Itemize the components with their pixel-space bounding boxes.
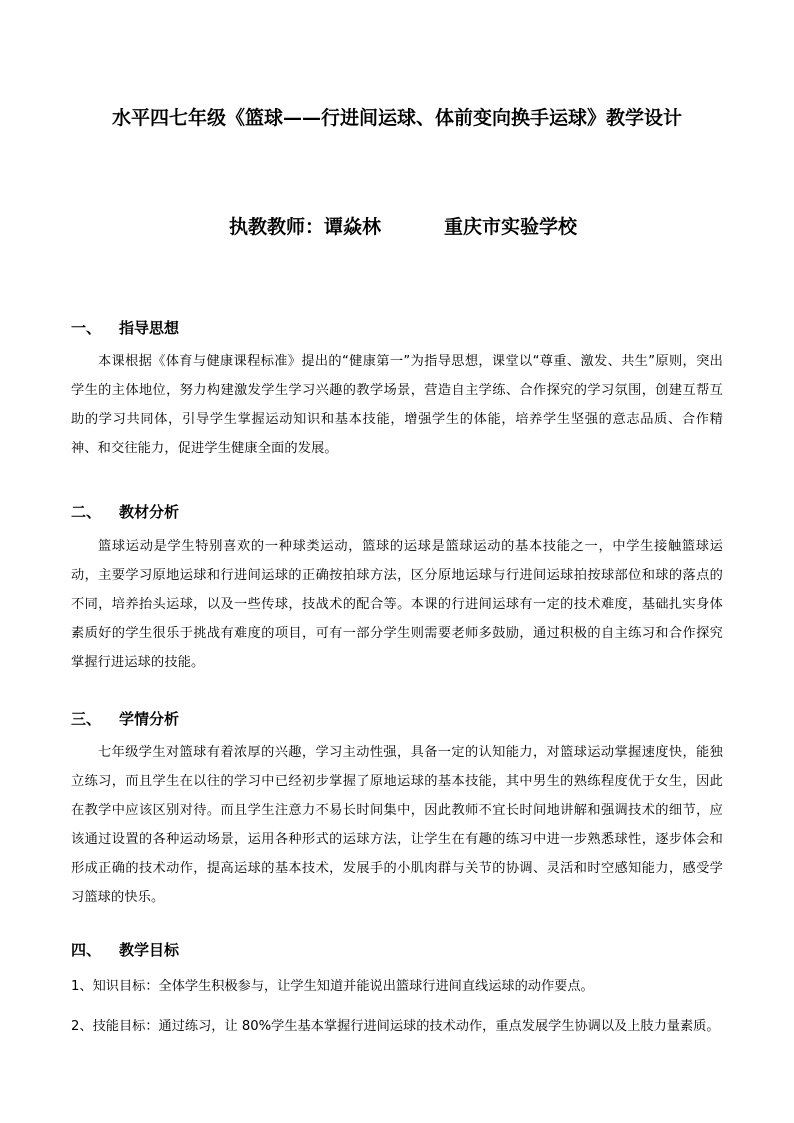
section-title: 教材分析 (119, 503, 180, 521)
section-body-guiding-ideology: 本课根据《体育与健康课程标准》提出的“健康第一”为指导思想，课堂以“尊重、激发、共生”原则，突出学生的主体地位，努力构建激发学生学习兴趣的教学场景，营造自主学练、合作探究的学习氛围，创建互帮互助的学习共同体，引导学生掌握运动知识和基本技能，增强学生的体能，培养学生坚强的意志品质、合作精神、和交往能力，促进学生健康全面的发展。 (71, 354, 723, 456)
objective-item: 2、技能目标：通过练习，让 80%学生基本掌握行进间运球的技术动作，重点发展学生协调以及上肢力量素质。 (71, 1019, 720, 1034)
section-number: 二、 (71, 503, 102, 521)
section-title: 指导思想 (119, 319, 180, 337)
teacher-name: 执教教师：谭焱林 (229, 216, 382, 238)
section-heading-material-analysis (71, 500, 179, 524)
section-number: 四、 (71, 941, 102, 959)
byline (229, 213, 578, 241)
section-heading-teaching-objectives (71, 938, 179, 962)
school-name: 重庆市实验学校 (444, 216, 578, 238)
section-body-material-analysis: 篮球运动是学生特别喜欢的一种球类运动，篮球的运球是篮球运动的基本技能之一，中学生接触篮球运动，主要学习原地运球和行进间运球的正确按拍球方法，区分原地运球与行进间运球拍按球部位和球的落点的不同，培养抬头运球，以及一些传球，技战术的配合等。本课的行进间运球有一定的技术难度，基础扎实身体素质好的学生很乐于挑战有难度的项目，可有一部分学生则需要老师多鼓励，通过积极的自主练习和合作探究掌握行进运球的技能。 (71, 539, 723, 670)
section-number: 一、 (71, 319, 102, 337)
objective-item: 1、知识目标：全体学生积极参与，让学生知道并能说出篮球行进间直线运球的动作要点。 (71, 979, 594, 994)
section-title: 学情分析 (119, 710, 180, 728)
section-title: 教学目标 (119, 941, 180, 959)
section-heading-guiding-ideology (71, 316, 179, 340)
section-number: 三、 (71, 710, 102, 728)
section-heading-student-analysis (71, 707, 179, 731)
document-title: 水平四七年级《篮球——行进间运球、体前变向换手运球》教学设计 (111, 107, 682, 129)
section-body-student-analysis: 七年级学生对篮球有着浓厚的兴趣，学习主动性强，具备一定的认知能力，对篮球运动掌握速度快，能独立练习，而且学生在以往的学习中已经初步掌握了原地运球的基本技能，其中男生的熟练程度优于女生，因此在教学中应该区别对待。而且学生注意力不易长时间集中，因此教师不宜长时间地讲解和强调技术的细节，应该通过设置的各种运动场景，运用各种形式的运球方法，让学生在有趣的练习中进一步熟悉球性，逐步体会和形成正确的技术动作，提高运球的基本技术，发展手的小肌肉群与关节的协调、灵活和时空感知能力，感受学习篮球的快乐。 (71, 745, 723, 905)
